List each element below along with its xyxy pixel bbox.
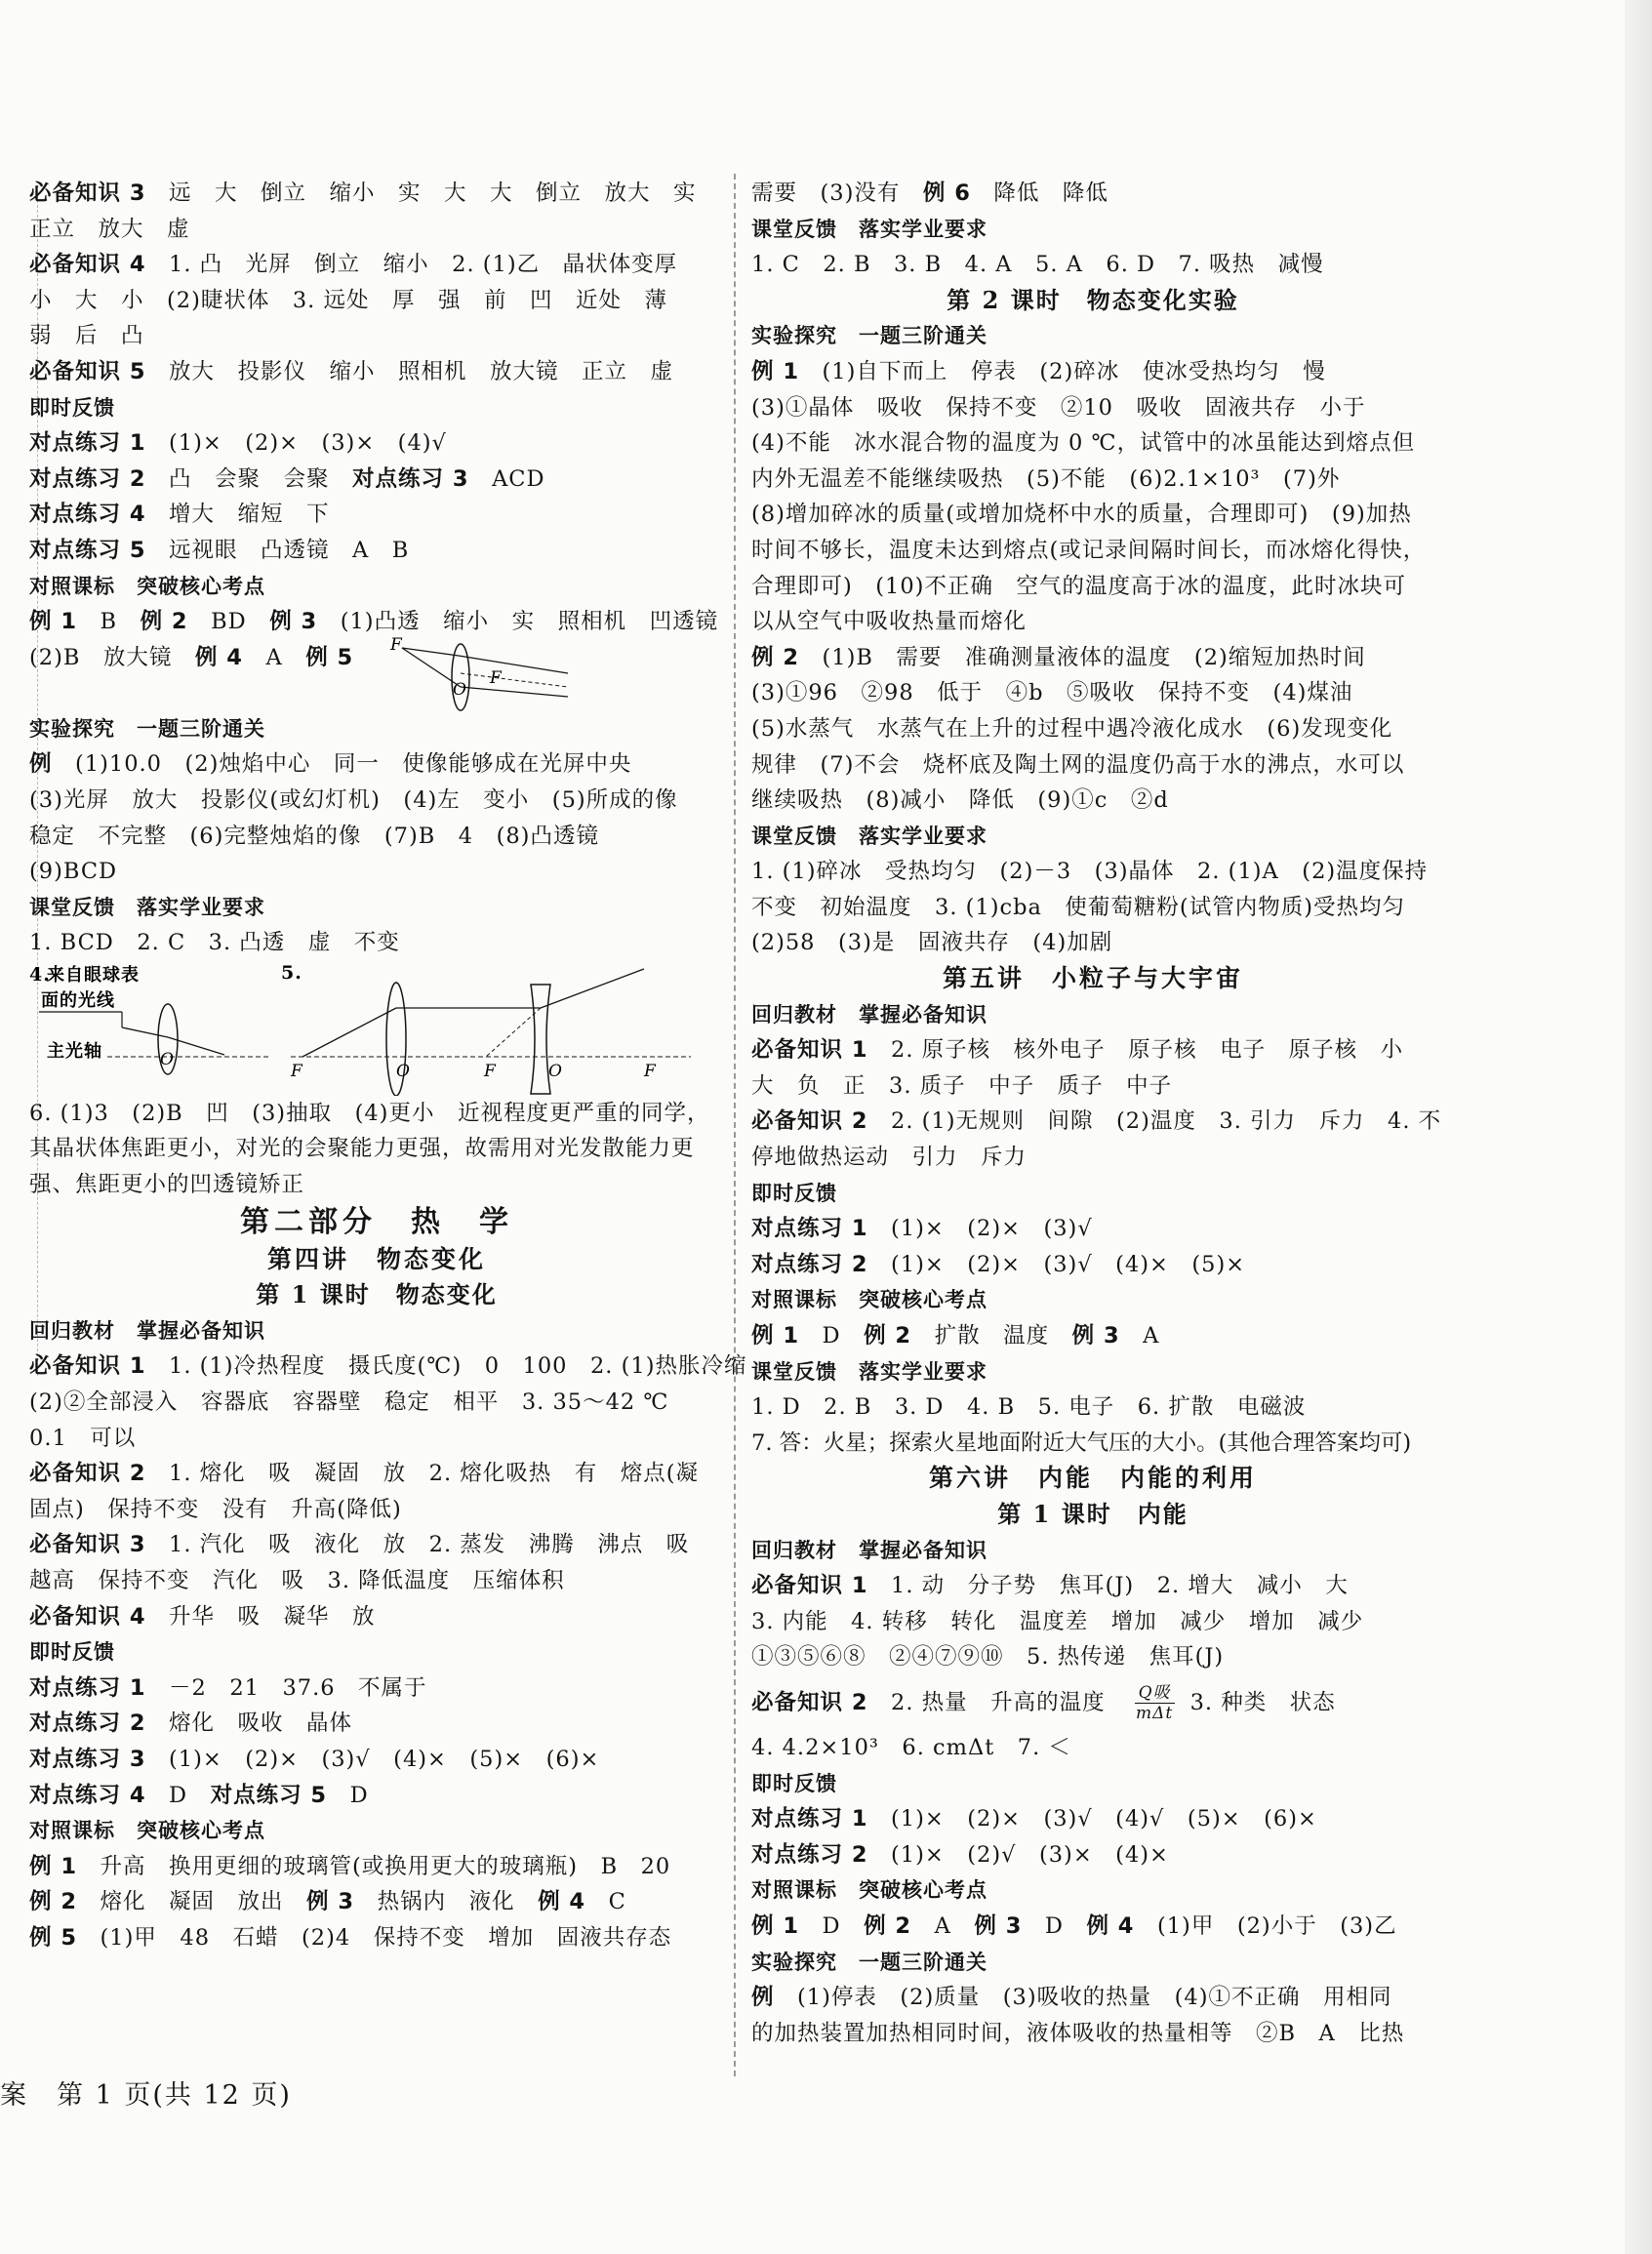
answer-line: 弱 后 凸 <box>29 323 144 349</box>
section-heading: 课堂反馈 落实学业要求 <box>751 1359 987 1384</box>
section-heading: 即时反馈 <box>29 395 115 420</box>
answer-line: 例 5 (1)甲 48 石蜡 (2)4 保持不变 增加 固液共存态 <box>29 1924 672 1951</box>
answer-line: 例 1 (1)自下而上 停表 (2)碎冰 使冰受热均匀 慢 <box>751 358 1326 384</box>
eye-light-diagram <box>29 961 273 1088</box>
page-edge-shade <box>1625 0 1652 2254</box>
eye-surface-label: 来自眼球表 <box>47 964 140 986</box>
section-heading: 课堂反馈 落实学业要求 <box>751 824 987 848</box>
answer-line: 7. 答：火星；探索火星地面附近大气压的大小。(其他合理答案均可) <box>751 1429 1412 1456</box>
eye-surface-label: 面的光线 <box>41 989 115 1011</box>
section-heading: 对照课标 突破核心考点 <box>29 1819 265 1843</box>
answer-line: 对点练习 4 D 对点练习 5 D <box>29 1782 369 1808</box>
focus-label: F <box>644 1061 657 1081</box>
example5-lens-diagram <box>383 636 578 724</box>
focus-label: F <box>390 635 403 655</box>
answer-line: 0.1 可以 <box>29 1425 137 1451</box>
answer-line: (3)①晶体 吸收 保持不变 ②10 吸收 固液共存 小于 <box>751 394 1366 421</box>
section-heading: 对照课标 突破核心考点 <box>751 1878 987 1903</box>
section-heading: 回归教材 掌握必备知识 <box>29 1318 265 1343</box>
answer-line: 合理即可) (10)不正确 空气的温度高于冰的温度，此时冰块可 <box>751 573 1406 599</box>
answer-line: 必备知识 4 1. 凸 光屏 倒立 缩小 2. (1)乙 晶状体变厚 <box>29 252 678 278</box>
optical-center-label: O <box>396 1061 411 1081</box>
optical-center-label: O <box>160 1049 175 1069</box>
answer-line: 例 (1)10.0 (2)烛焰中心 同一 使像能够成在光屏中央 <box>29 751 632 778</box>
answer-line: 固点) 保持不变 没有 升高(降低) <box>29 1496 402 1522</box>
answer-line: 小 大 小 (2)睫状体 3. 远处 厚 强 前 凹 近处 薄 <box>29 287 667 313</box>
section-heading: 实验探究 一题三阶通关 <box>751 324 987 348</box>
answer-line: 对点练习 4 增大 缩短 下 <box>29 502 330 528</box>
answer-line: 对点练习 3 (1)× (2)× (3)√ (4)× (5)× (6)× <box>29 1746 600 1772</box>
answer-line: 必备知识 1 2. 原子核 核外电子 原子核 电子 原子核 小 <box>751 1037 1404 1064</box>
section-heading: 即时反馈 <box>751 1181 837 1205</box>
section-heading: 回归教材 掌握必备知识 <box>751 1002 987 1026</box>
part-heading: 第二部分 热 学 <box>240 1204 513 1239</box>
answer-line: 例 1 D 例 2 A 例 3 D 例 4 (1)甲 (2)小于 (3)乙 <box>751 1912 1397 1939</box>
answer-line: 4. 4.2×10³ 6. cmΔt 7. ＜ <box>751 1734 1071 1760</box>
answer-line: 例 (1)停表 (2)质量 (3)吸收的热量 (4)①不正确 用相同 <box>751 1985 1392 2011</box>
specific-heat-fraction: $\frac{\text{Q吸}}{\text{mΔt}}$ <box>1135 1683 1174 1724</box>
answer-line: 1. D 2. B 3. D 4. B 5. 电子 6. 扩散 电磁波 <box>751 1394 1307 1421</box>
answer-line: 内外无温差不能继续吸热 (5)不能 (6)2.1×10³ (7)外 <box>751 465 1341 492</box>
figures-row <box>29 961 724 1096</box>
answer-line: 时间不够长，温度未达到熔点(或记录间隔时间长，而冰熔化得快， <box>751 537 1427 563</box>
answer-line: 正立 放大 虚 <box>29 216 190 242</box>
answer-line: 的加热装置加热相同时间，液体吸收的热量相等 ②B A 比热 <box>751 2020 1405 2046</box>
focus-label: F <box>490 667 503 688</box>
answer-line: 1. (1)碎冰 受热均匀 (2)－3 (3)晶体 2. (1)A (2)温度保持 <box>751 859 1429 885</box>
answer-line: 对点练习 1 －2 21 37.6 不属于 <box>29 1674 427 1701</box>
section-heading: 回归教材 掌握必备知识 <box>751 1538 987 1562</box>
section-heading: 实验探究 一题三阶通关 <box>29 716 265 741</box>
answer-line: 对点练习 5 远视眼 凸透镜 A B <box>29 537 410 563</box>
lecture-heading: 第六讲 内能 内能的利用 <box>928 1464 1257 1493</box>
lecture-heading: 第四讲 物态变化 <box>266 1244 486 1273</box>
item-number: 4. <box>29 963 51 986</box>
section-heading: 对照课标 突破核心考点 <box>29 574 265 598</box>
answer-line: 1. C 2. B 3. B 4. A 5. A 6. D 7. 吸热 减慢 <box>751 252 1324 278</box>
answer-line: 6. (1)3 (2)B 凹 (3)抽取 (4)更小 近视程度更严重的同学， <box>29 1100 710 1126</box>
section-heading: 即时反馈 <box>29 1640 115 1665</box>
answer-line: 越高 保持不变 汽化 吸 3. 降低温度 压缩体积 <box>29 1568 565 1593</box>
answer-line: 必备知识 3 远 大 倒立 缩小 实 大 大 倒立 放大 实 <box>29 181 697 206</box>
answer-line: 对点练习 1 (1)× (2)× (3)√ (4)√ (5)× (6)× <box>751 1806 1317 1832</box>
answer-line: 停地做热运动 引力 斥力 <box>751 1145 1027 1171</box>
lecture-heading: 第五讲 小粒子与大宇宙 <box>942 964 1243 993</box>
answer-line: 例 2 (1)B 需要 准确测量液体的温度 (2)缩短加热时间 <box>751 644 1366 670</box>
section-heading: 即时反馈 <box>751 1771 837 1795</box>
answer-line: 对点练习 2 熔化 吸收 晶体 <box>29 1711 353 1737</box>
answer-line: 以从空气中吸收热量而熔化 <box>751 609 1027 635</box>
answer-line: 1. BCD 2. C 3. 凸透 虚 不变 <box>29 930 400 956</box>
right-column <box>751 176 1442 2051</box>
convex-concave-lens-diagram <box>281 961 701 1096</box>
answer-line: 必备知识 4 升华 吸 凝华 放 <box>29 1603 376 1630</box>
answer-line: 必备知识 2 2. (1)无规则 间隙 (2)温度 3. 引力 斥力 4. 不 <box>751 1108 1442 1135</box>
focus-label: F <box>291 1061 303 1081</box>
answer-line: 规律 (7)不会 烧杯底及陶土网的温度仍高于水的沸点，水可以 <box>751 751 1405 778</box>
answer-line: 必备知识 2 1. 熔化 吸 凝固 放 2. 熔化吸热 有 熔点(凝 <box>29 1461 700 1487</box>
section-heading: 课堂反馈 落实学业要求 <box>29 895 265 919</box>
answer-line: 其晶状体焦距更小，对光的会聚能力更强，故需用对光发散能力更 <box>29 1136 695 1162</box>
answer-line-with-figure: (2)B 放大镜 例 4 A 例 5 F O F <box>29 640 724 711</box>
answer-line: (2)58 (3)是 固液共存 (4)加剧 <box>751 930 1113 956</box>
answer-line: 对点练习 2 (1)× (2)√ (3)× (4)× <box>751 1841 1169 1868</box>
answer-line: (3)光屏 放大 投影仪(或幻灯机) (4)左 变小 (5)所成的像 <box>29 786 678 813</box>
answer-line: (4)不能 冰水混合物的温度为 0 ℃，试管中的冰虽能达到熔点但 <box>751 430 1416 457</box>
answer-line: (8)增加碎冰的质量(或增加烧杯中水的质量，合理即可) (9)加热 <box>751 502 1412 528</box>
answer-line: 例 2 熔化 凝固 放出 例 3 热锅内 液化 例 4 C <box>29 1889 626 1915</box>
optical-center-label: O <box>548 1061 563 1081</box>
answer-line: 大 负 正 3. 质子 中子 质子 中子 <box>751 1072 1173 1099</box>
answer-line: (3)①96 ②98 低于 ④b ⑤吸收 保持不变 (4)煤油 <box>751 680 1353 706</box>
section-heading: 课堂反馈 落实学业要求 <box>751 217 987 241</box>
answer-line: 对点练习 2 (1)× (2)× (3)√ (4)× (5)× <box>751 1251 1246 1277</box>
answer-line: 必备知识 3 1. 汽化 吸 液化 放 2. 蒸发 沸腾 沸点 吸 <box>29 1532 690 1558</box>
optical-center-label: O <box>453 679 467 700</box>
answer-line: 对点练习 1 (1)× (2)× (3)× (4)√ <box>29 430 447 457</box>
answer-line: ①③⑤⑥⑧ ②④⑦⑨⑩ 5. 热传递 焦耳(J) <box>751 1644 1225 1670</box>
answer-line: 例 1 D 例 2 扩散 温度 例 3 A <box>751 1323 1160 1348</box>
answer-line: (5)水蒸气 水蒸气在上升的过程中遇冷液化成水 (6)发现变化 <box>751 715 1393 742</box>
column-divider <box>734 174 736 2076</box>
section-heading: 实验探究 一题三阶通关 <box>751 1950 987 1974</box>
answer-line: 例 1 升高 换用更细的玻璃管(或换用更大的玻璃瓶) B 20 <box>29 1853 671 1879</box>
answer-line: 继续吸热 (8)减小 降低 (9)①c ②d <box>751 787 1169 814</box>
answer-line: 需要 (3)没有 例 6 降低 降低 <box>751 181 1108 206</box>
answer-line: (9)BCD <box>29 859 118 885</box>
axis-label: 主光轴 <box>47 1040 102 1062</box>
answer-line: 不变 初始温度 3. (1)cba 使葡萄糖粉(试管内物质)受热均匀 <box>751 894 1405 920</box>
answer-line: (2)②全部浸入 容器底 容器壁 稳定 相平 3. 35～42 ℃ <box>29 1389 669 1416</box>
answer-line: 必备知识 1 1. (1)冷热程度 摄氏度(℃) 0 100 2. (1)热胀冷缩 <box>29 1353 747 1380</box>
answer-line: 强、焦距更小的凹透镜矫正 <box>29 1172 305 1198</box>
left-column <box>29 176 747 1956</box>
answer-line: 必备知识 5 放大 投影仪 缩小 照相机 放大镜 正立 虚 <box>29 358 674 384</box>
item-number: 5. <box>281 961 302 984</box>
answer-line: 例 1 B 例 2 BD 例 3 (1)凸透 缩小 实 照相机 凹透镜 <box>29 609 719 635</box>
answer-line: 对点练习 2 凸 会聚 会聚 对点练习 3 ACD <box>29 465 545 492</box>
answer-line: 对点练习 1 (1)× (2)× (3)√ <box>751 1216 1093 1242</box>
answer-line: 3. 内能 4. 转移 转化 温度差 增加 减少 增加 减少 <box>751 1608 1364 1634</box>
lesson-heading: 第 2 课时 物态变化实验 <box>947 285 1239 314</box>
section-heading: 对照课标 突破核心考点 <box>751 1288 987 1312</box>
lesson-heading: 第 1 课时 内能 <box>997 1499 1189 1528</box>
lesson-heading: 第 1 课时 物态变化 <box>256 1280 498 1309</box>
answer-line-with-fraction: 必备知识 2 2. 热量 升高的温度 $\frac{\text{Q吸}}{\text{mΔt}}$ 3. 种类 状态 <box>751 1683 1336 1724</box>
focus-label: F <box>484 1061 497 1081</box>
page-footer: 案 第 1 页(共 12 页) <box>0 2080 292 2111</box>
answer-line: 稳定 不完整 (6)完整烛焰的像 (7)B 4 (8)凸透镜 <box>29 823 599 849</box>
answer-line: 必备知识 1 1. 动 分子势 焦耳(J) 2. 增大 减小 大 <box>751 1573 1349 1599</box>
